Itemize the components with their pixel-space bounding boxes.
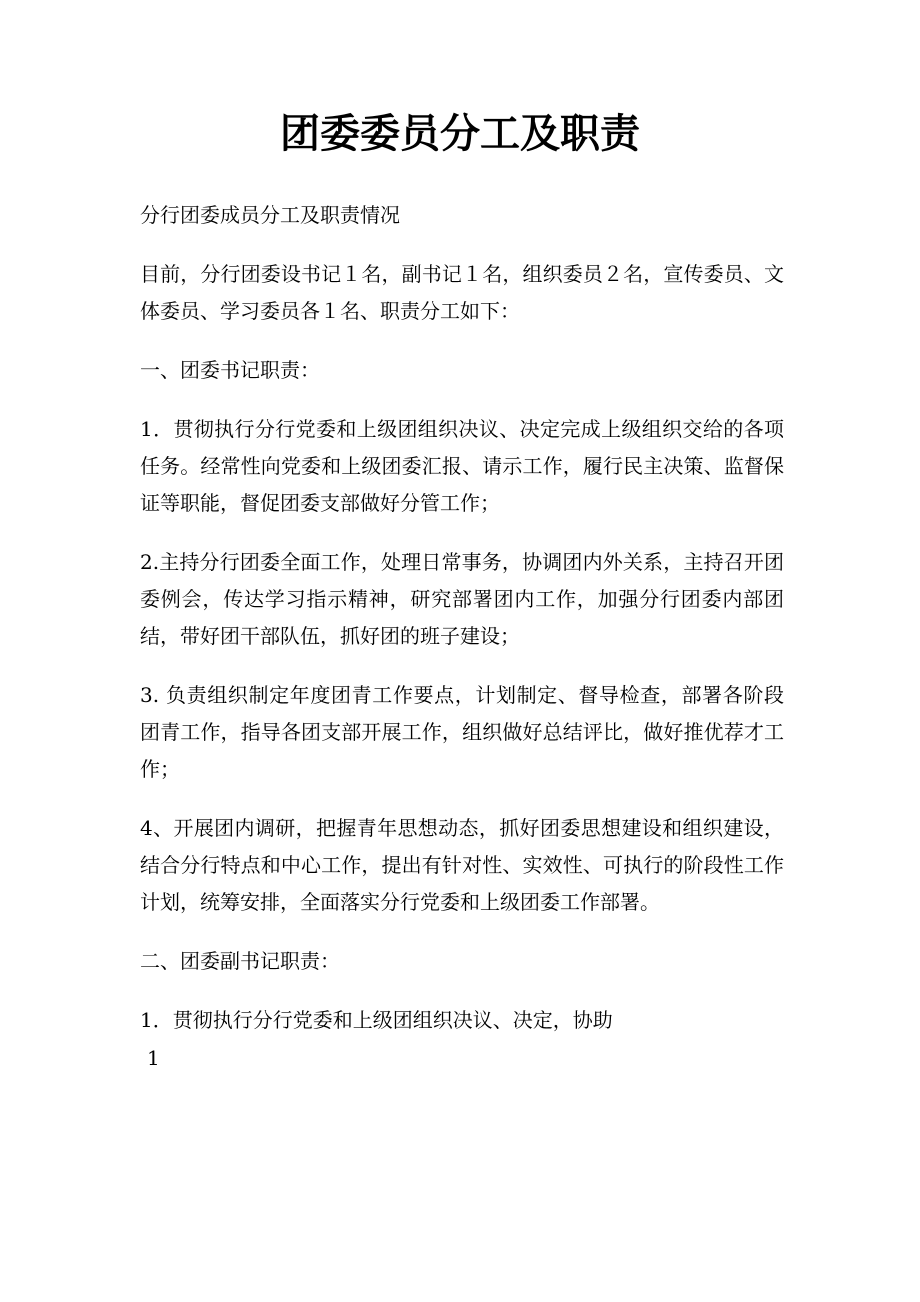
document-title: 团委委员分工及职责 bbox=[280, 110, 640, 157]
paragraph-secretary-duty-3: 3. 负责组织制定年度团青工作要点，计划制定、督导检查，部署各阶段团青工作，指导各团支部开展工作，组织做好总结评比，做好推优荐才工作； bbox=[140, 683, 784, 781]
paragraph-secretary-duty-2: 2.主持分行团委全面工作，处理日常事务，协调团内外关系，主持召开团委例会，传达学习指示精神，研究部署团内工作，加强分行团委内部团结，带好团干部队伍，抓好团的班子建设； bbox=[140, 550, 784, 648]
document-body bbox=[140, 197, 784, 1061]
paragraph-subtitle: 分行团委成员分工及职责情况 bbox=[140, 203, 400, 227]
paragraph-intro: 目前，分行团委设书记１名，副书记１名，组织委员２名，宣传委员、文体委员、学习委员各１名、职责分工如下： bbox=[140, 262, 784, 323]
paragraph-secretary-duty-4: 4、开展团内调研，把握青年思想动态，抓好团委思想建设和组织建设，结合分行特点和中心工作，提出有针对性、实效性、可执行的阶段性工作计划，统筹安排，全面落实分行党委和上级团委工作部署。 bbox=[140, 816, 784, 914]
paragraph-secretary-duty-1: 1．贯彻执行分行党委和上级团组织决议、决定完成上级组织交给的各项任务。经常性向党委和上级团委汇报、请示工作，履行民主决策、监督保证等职能，督促团委支部做好分管工作； bbox=[140, 417, 784, 515]
paragraph-deputy-duty-1: 1．贯彻执行分行党委和上级团组织决议、决定，协助 bbox=[140, 1008, 613, 1032]
section-heading-secretary: 一、团委书记职责： bbox=[140, 358, 320, 382]
page-number: 1 bbox=[147, 1046, 160, 1070]
section-heading-deputy-secretary: 二、团委副书记职责： bbox=[140, 949, 340, 973]
